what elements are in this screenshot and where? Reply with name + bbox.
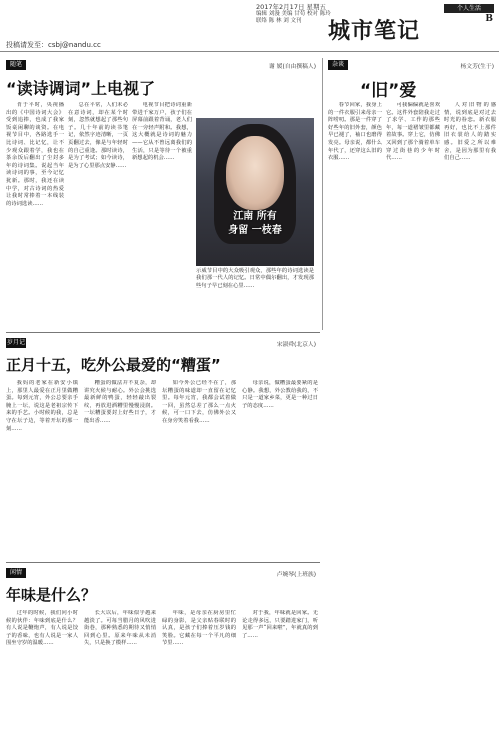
article2-col2-text: 可我偏偏就是喜欢它。这件外套陪我走过了求学、工作的那些年，每一道褶皱里都藏着故事。穿上它，仿佛又回到了那个骑着单车穿过街巷的少年时代……	[386, 102, 440, 162]
section-divider-2	[6, 562, 320, 563]
article4-col4-text: 对于我，年味就是回家。无论走得多远，只要踏进家门，听见那一声“回来啦”，年就真的到了……	[242, 610, 318, 639]
article4-col2-text: 长大以后，年味似乎越来越淡了。可每当腊月的风吹进街巷，那种熟悉的期待又悄悄回到心里。原来年味从未消失，只是换了模样……	[84, 610, 156, 647]
article4-headline: 年味是什么？	[6, 586, 97, 604]
photo-overlay-line-2: 身留 一枝春	[228, 225, 282, 236]
article4-column-4	[242, 610, 318, 746]
article1-byline: 谢 媛(自由撰稿人)	[269, 64, 316, 70]
article4-column-3	[162, 610, 236, 746]
article2-headline: “旧”爱	[360, 81, 417, 101]
article2-tag: 杂谈	[328, 60, 348, 70]
article1-headline: “读诗调词”上电视了	[6, 79, 156, 98]
article4-tag: 闲情	[6, 568, 26, 578]
article4-column-2	[84, 610, 156, 746]
article3-byline: 宋淑舜(北京人)	[276, 342, 316, 348]
article1-photo-caption: 示威节目中的大众吸引观众，那些年的诗词选读是我们那一代人的记忆。日常中偶尔翻出，才发现那些句子早已刻在心里……	[196, 268, 314, 289]
article1-photo	[196, 118, 314, 266]
article3-col3-text: 如今外公已经不在了，那坛糟蛋的味道却一直留在记忆里。每年元宵，我都会试着做一回，虽然总差了那么一点火候，可一口下去，仿佛外公又在身旁笑着看我……	[162, 380, 236, 424]
article3-column-3	[162, 380, 236, 556]
article3-column-1	[6, 380, 78, 556]
article1-column-2	[68, 102, 128, 322]
article3-column-4	[242, 380, 318, 556]
article3-headline: 正月十五，吃外公最爱的“糟蛋”	[6, 356, 221, 374]
photo-overlay-text	[202, 210, 308, 238]
article4-column-1	[6, 610, 78, 746]
article1-col3-text: 电视节目把诗词重新带进千家万户，孩子们在屏幕前跟着背诵，老人们在一旁轻声附和。我想，这大概就是诗词的魅力——它从不曾远离我们的生活，只是等待一个被重新想起的机会……	[132, 102, 192, 162]
section-label: 个人生活	[444, 4, 494, 13]
editors-line-1: 编辑 刘漫 美编 甘苟 校对 陈玲	[256, 11, 331, 17]
article1-col1-text: 肯于平时，央视播出的《中国诗词大会》受到追捧，也成了我家饭桌闲聊的谈资。在电视节目中，各路选手一比诗词、比记忆，让不少观众跟着学，我也在茶余饭后翻出了尘封多年的诗词集。说起当年读诗词的事，至今记忆犹新。那时，我还在读中学，对古诗词的热爱让我时常捧着一本线装的诗词选读……	[6, 102, 64, 207]
article3-col1-text: 我妈的老家在新安小镇上，那里人最爱在正月里做糟蛋。每到元宵，外公总要亲手腌上一坛，说这是老祖宗传下来的手艺。小时候的我，总是守在坛子边，等着开坛的那一刻……	[6, 380, 78, 432]
article2-column-2	[386, 102, 440, 722]
photo-overlay-line-1: 江南 所有	[233, 211, 277, 222]
issue-date: 2017年2月17日 星期五	[256, 3, 327, 11]
article3-col4-text: 母亲说，做糟蛋最要紧的是心静。我想，外公教给我的，不只是一道家乡菜，更是一种过日子的态度……	[242, 380, 318, 409]
article2-column-3	[444, 102, 496, 722]
article4-col3-text: 年味，是母亲在厨房里忙碌的身影，是父亲贴春联时的认真，是孩子们捧着压岁钱的笑脸。它藏在每一个平凡的细节里……	[162, 610, 236, 647]
article2-byline: 杨文芳(生于)	[460, 64, 494, 70]
article1-column-1	[6, 102, 64, 322]
section-divider-1	[6, 332, 320, 333]
submission-email: 投稿请发至：csbj@nandu.cc	[6, 41, 101, 49]
article1-column-3	[132, 102, 192, 322]
article1-tag: 随笔	[6, 60, 26, 70]
article1-col2-text: 总在平常，人们未必在意诗词，却在某个时刻，忽然就想起了那些句子。几十年前的读书笔记，依然字迹清晰，一页页翻过去，像是与年轻时的自己重逢。那时读诗，是为了考试；如今读诗，是为了心里那点安静……	[68, 102, 128, 169]
editors-line-2: 联络 陈 林 刘 文刊	[256, 18, 302, 24]
article3-tag: 岁月记	[6, 339, 25, 346]
article3-col2-text: 糟蛋的做法并不复杂，却讲究火候与耐心。外公会挑选最新鲜的鸭蛋，轻轻敲出裂纹，再放进酒糟里慢慢浸润。一坛糟蛋要封上好些日子，才能出香……	[84, 380, 156, 424]
article3-column-2	[84, 380, 156, 556]
article4-byline: 卢婉琴(上班族)	[276, 572, 316, 578]
page-letter: B	[485, 14, 493, 24]
photo-face	[226, 136, 284, 210]
article2-col1-text: 春节回家，我身上的一件衣服引来母亲一阵唠叨。那是一件穿了好些年的旧外套，颜色早已褪了，袖口也磨得发亮。母亲说，都什么年代了，还穿这么旧的衣服……	[328, 102, 382, 162]
article2-col3-text: 人对旧物的感情，说到底是对过去时光的眷恋。新衣服再好，也比不上那件旧衣裳给人的踏实感。旧爱之所以难舍，是因为那里有我们自己……	[444, 102, 496, 162]
article4-col1-text: 过年的时候，我们问小时候的伙伴：年味到底是什么？有人说是鞭炮声，有人说是饺子的香味，也有人说是一家人围坐守岁的温暖……	[6, 610, 78, 647]
page-title: 城市笔记	[328, 19, 421, 44]
column-divider-1	[322, 58, 323, 330]
masthead	[0, 0, 499, 52]
article2-column-1	[328, 102, 382, 722]
